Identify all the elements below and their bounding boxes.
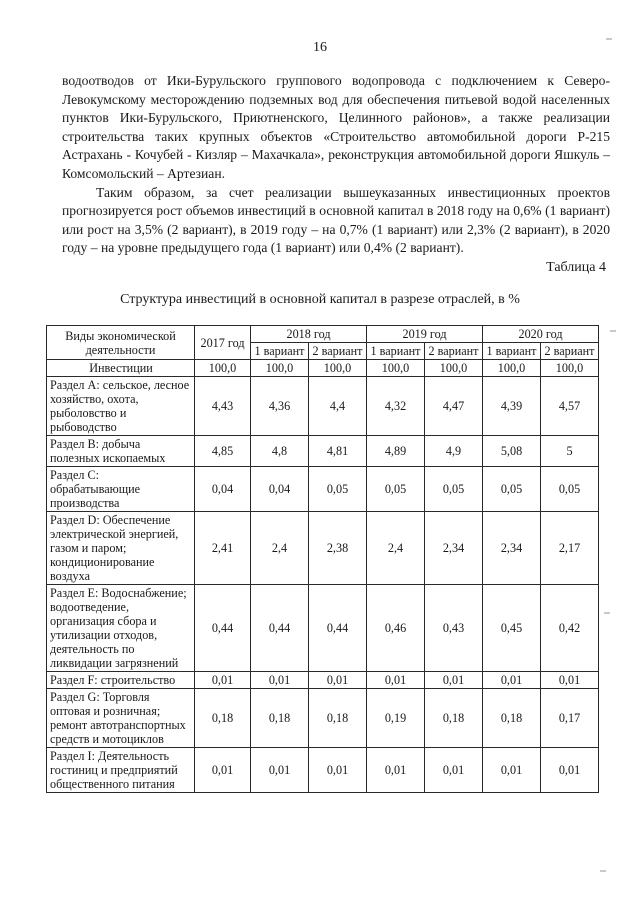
row-value-cell: 0,05 (425, 467, 483, 512)
scan-mark (600, 870, 606, 872)
table-row (47, 512, 599, 585)
row-value-cell: 2,34 (483, 512, 541, 585)
table-row (47, 436, 599, 467)
row-value-cell: 0,01 (309, 748, 367, 793)
row-value-cell: 0,05 (541, 467, 599, 512)
table-row (47, 360, 599, 377)
header-variant: 2 вариант (309, 343, 367, 360)
row-activity-name: Раздел С: обрабатывающие производства (47, 467, 195, 512)
header-variant: 1 вариант (483, 343, 541, 360)
row-value-cell: 0,01 (367, 672, 425, 689)
header-variant: 1 вариант (367, 343, 425, 360)
table-row (47, 689, 599, 748)
row-value-cell: 0,01 (251, 748, 309, 793)
row-activity-name: Раздел G: Торговля оптовая и розничная; ремонт автотранспортных средств и мотоциклов (47, 689, 195, 748)
header-2018: 2018 год (251, 326, 367, 343)
row-value-cell: 0,01 (251, 672, 309, 689)
row-value-cell: 4,89 (367, 436, 425, 467)
row-value-cell: 100,0 (309, 360, 367, 377)
table-title: Структура инвестиций в основной капитал в разрезе отраслей, в % (120, 292, 520, 307)
row-value-cell: 0,01 (367, 748, 425, 793)
row-value-cell: 0,01 (425, 748, 483, 793)
row-value-cell: 0,01 (425, 672, 483, 689)
table-row (47, 748, 599, 793)
header-variant: 2 вариант (541, 343, 599, 360)
row-value-cell: 0,01 (541, 672, 599, 689)
table-row (47, 467, 599, 512)
row-value-cell: 4,57 (541, 377, 599, 436)
row-value-cell: 0,18 (483, 689, 541, 748)
row-value-cell: 0,43 (425, 585, 483, 672)
row-value-cell: 0,45 (483, 585, 541, 672)
row-value-cell: 0,44 (309, 585, 367, 672)
row-value-cell: 0,44 (251, 585, 309, 672)
row-value-cell: 0,04 (251, 467, 309, 512)
row-value-cell: 0,01 (483, 748, 541, 793)
row-value-cell: 0,46 (367, 585, 425, 672)
row-value-cell: 4,8 (251, 436, 309, 467)
scan-mark (604, 612, 610, 614)
scan-mark (610, 330, 616, 332)
row-value-cell: 0,05 (483, 467, 541, 512)
row-value-cell: 4,4 (309, 377, 367, 436)
row-value-cell: 2,38 (309, 512, 367, 585)
row-value-cell: 2,41 (195, 512, 251, 585)
row-value-cell: 0,17 (541, 689, 599, 748)
row-value-cell: 0,01 (483, 672, 541, 689)
row-value-cell: 0,18 (195, 689, 251, 748)
row-value-cell: 4,85 (195, 436, 251, 467)
row-activity-name: Раздел I: Деятельность гостиниц и предприятий общественного питания (47, 748, 195, 793)
row-value-cell: 100,0 (367, 360, 425, 377)
row-value-cell: 4,36 (251, 377, 309, 436)
row-value-cell: 4,47 (425, 377, 483, 436)
row-value-cell: 2,17 (541, 512, 599, 585)
row-value-cell: 100,0 (541, 360, 599, 377)
row-activity-name: Инвестиции (47, 360, 195, 377)
row-value-cell: 4,39 (483, 377, 541, 436)
page-number: 16 (313, 40, 327, 55)
header-variant: 1 вариант (251, 343, 309, 360)
row-value-cell: 2,4 (251, 512, 309, 585)
paragraph-2: Таким образом, за счет реализации вышеуказанных инвестиционных проектов прогнозируется рост объемов инвестиций в основной капитал в 2018 году на 0,6% (1 вариант) или рост на 3,5% (2 вариант), в 2019 году – на 0,7% (1 вариант) или 2,3% (2 вариант), в 2020 году – на уровне предыдущего года (1 вариант) или 0,4% (2 вариант). (62, 184, 610, 256)
row-value-cell: 100,0 (425, 360, 483, 377)
row-value-cell: 0,42 (541, 585, 599, 672)
header-activity: Виды экономической деятельности (47, 326, 195, 360)
row-value-cell: 0,05 (309, 467, 367, 512)
row-activity-name: Раздел А: сельское, лесное хозяйство, охота, рыболовство и рыбоводство (47, 377, 195, 436)
header-variant: 2 вариант (425, 343, 483, 360)
body-text (62, 72, 610, 258)
row-value-cell: 4,32 (367, 377, 425, 436)
row-value-cell: 0,01 (541, 748, 599, 793)
row-value-cell: 100,0 (483, 360, 541, 377)
row-value-cell: 100,0 (251, 360, 309, 377)
header-2019: 2019 год (367, 326, 483, 343)
table-row (47, 672, 599, 689)
row-value-cell: 0,01 (195, 748, 251, 793)
table-row (47, 377, 599, 436)
row-value-cell: 0,44 (195, 585, 251, 672)
row-activity-name: Раздел F: строительство (47, 672, 195, 689)
table-header (47, 326, 599, 360)
row-value-cell: 0,05 (367, 467, 425, 512)
table-row (47, 585, 599, 672)
table-label: Таблица 4 (546, 260, 606, 275)
row-activity-name: Раздел Е: Водоснабжение; водоотведение, организация сбора и утилизации отходов, деятельность по ликвидации загрязнений (47, 585, 195, 672)
row-value-cell: 0,18 (251, 689, 309, 748)
row-value-cell: 5 (541, 436, 599, 467)
row-value-cell: 4,9 (425, 436, 483, 467)
row-value-cell: 2,34 (425, 512, 483, 585)
row-value-cell: 5,08 (483, 436, 541, 467)
row-value-cell: 0,01 (195, 672, 251, 689)
row-value-cell: 4,81 (309, 436, 367, 467)
row-activity-name: Раздел D: Обеспечение электрической энергией, газом и паром; кондиционирование воздуха (47, 512, 195, 585)
paragraph-1: водоотводов от Ики-Бурульского группового водопровода с подключением к Северо-Левокумскому месторождению подземных вод для обеспечения питьевой водой населенных пунктов Ики-Бурульского, Приютненского, Целинного районов», а также реализации строительства таких крупных объектов «Строительство автомобильной дороги Р-215 Астрахань - Кочубей - Кизляр – Махачкала», реконструкция автомобильной дороги Яшкуль – Комсомольский – Артезиан. (62, 73, 610, 181)
row-value-cell: 2,4 (367, 512, 425, 585)
header-2020: 2020 год (483, 326, 599, 343)
row-value-cell: 0,19 (367, 689, 425, 748)
row-value-cell: 0,18 (425, 689, 483, 748)
row-value-cell: 0,01 (309, 672, 367, 689)
row-activity-name: Раздел В: добыча полезных ископаемых (47, 436, 195, 467)
row-value-cell: 4,43 (195, 377, 251, 436)
row-value-cell: 0,04 (195, 467, 251, 512)
investment-structure-table (46, 325, 599, 793)
header-2017: 2017 год (195, 326, 251, 360)
table-body (47, 360, 599, 793)
row-value-cell: 0,18 (309, 689, 367, 748)
scan-mark (606, 38, 612, 40)
row-value-cell: 100,0 (195, 360, 251, 377)
